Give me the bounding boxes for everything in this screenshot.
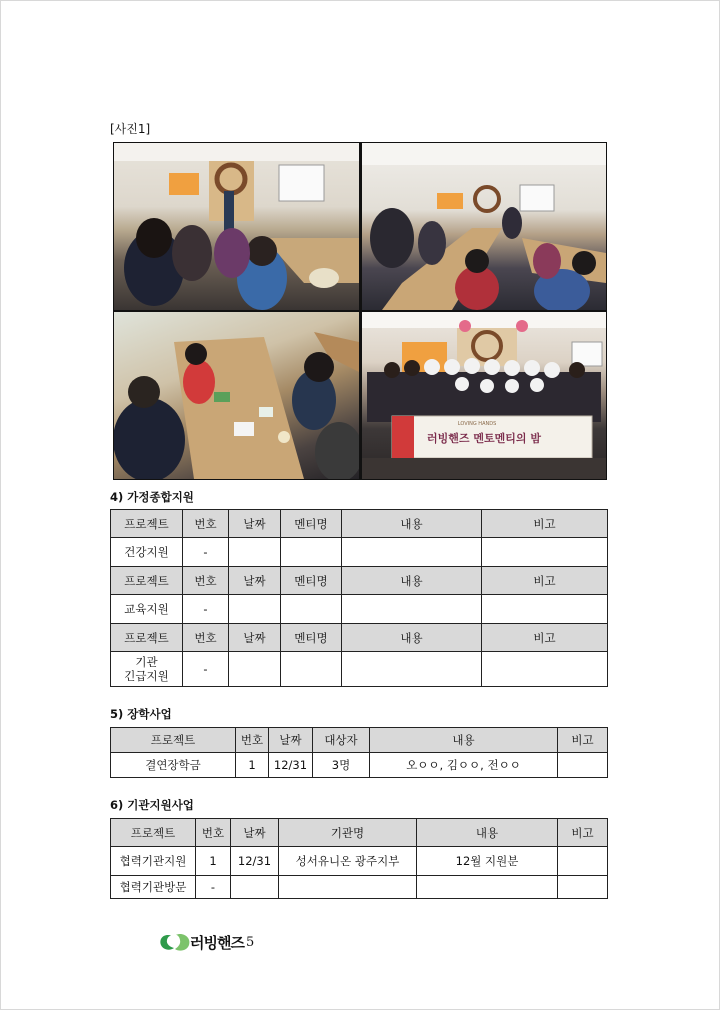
date-cell: 12/31 (231, 847, 279, 876)
note-cell (558, 847, 608, 876)
header-cell: 번호 (236, 728, 269, 753)
note-cell (558, 753, 608, 778)
date-cell (229, 595, 281, 624)
institution-cell (279, 876, 417, 899)
table-header-row (111, 567, 608, 595)
photo-grid (113, 142, 607, 480)
date-cell (231, 876, 279, 899)
project-cell: 교육지원 (111, 595, 183, 624)
table-header-row (111, 819, 608, 847)
number-cell: - (196, 876, 231, 899)
header-cell: 프로젝트 (111, 728, 236, 753)
table-row (111, 652, 608, 687)
header-cell: 비고 (482, 510, 608, 538)
header-cell: 멘티명 (281, 624, 342, 652)
content-cell: 오ㅇㅇ, 김ㅇㅇ, 전ㅇㅇ (370, 753, 558, 778)
photo-event-hall-1 (114, 143, 359, 310)
photo-table-activity (114, 312, 359, 479)
header-cell: 비고 (558, 819, 608, 847)
content-cell (417, 876, 558, 899)
family-support-table (110, 509, 608, 687)
mentee-cell (281, 652, 342, 687)
note-cell (482, 538, 608, 567)
header-cell: 내용 (342, 567, 482, 595)
header-cell: 날짜 (229, 624, 281, 652)
number-cell: - (183, 538, 229, 567)
header-cell: 내용 (417, 819, 558, 847)
number-cell: - (183, 652, 229, 687)
header-cell: 대상자 (313, 728, 370, 753)
table-header-row (111, 624, 608, 652)
header-cell: 번호 (183, 567, 229, 595)
header-cell: 프로젝트 (111, 567, 183, 595)
section-5-title: 5) 장학사업 (110, 707, 172, 721)
header-cell: 멘티명 (281, 510, 342, 538)
header-cell: 프로젝트 (111, 819, 196, 847)
project-cell: 기관 긴급지원 (111, 652, 183, 687)
page-number: 5 (246, 935, 255, 950)
banner-title: 러빙핸즈 멘토멘티의 밤 (427, 432, 541, 445)
table-header-row (111, 728, 608, 753)
institution-support-table (110, 818, 608, 899)
header-cell: 프로젝트 (111, 624, 183, 652)
project-cell: 결연장학금 (111, 753, 236, 778)
header-cell: 날짜 (229, 567, 281, 595)
section-6-title: 6) 기관지원사업 (110, 798, 194, 812)
project-cell: 건강지원 (111, 538, 183, 567)
content-cell (342, 595, 482, 624)
content-cell: 12월 지원분 (417, 847, 558, 876)
header-cell: 기관명 (279, 819, 417, 847)
note-cell (482, 595, 608, 624)
number-cell: 1 (236, 753, 269, 778)
header-cell: 프로젝트 (111, 510, 183, 538)
header-cell: 날짜 (229, 510, 281, 538)
header-cell: 비고 (558, 728, 608, 753)
header-cell: 비고 (482, 567, 608, 595)
scholarship-table (110, 727, 608, 778)
header-cell: 내용 (370, 728, 558, 753)
recipient-cell: 3명 (313, 753, 370, 778)
content-cell (342, 538, 482, 567)
content-cell (342, 652, 482, 687)
header-cell: 내용 (342, 624, 482, 652)
institution-cell: 성서유니온 광주지부 (279, 847, 417, 876)
table-row (111, 753, 608, 778)
header-cell: 내용 (342, 510, 482, 538)
header-cell: 멘티명 (281, 567, 342, 595)
header-cell: 번호 (196, 819, 231, 847)
date-cell (229, 652, 281, 687)
number-cell: 1 (196, 847, 231, 876)
photo-caption: [사진1] (110, 122, 151, 136)
table-row (111, 538, 608, 567)
mentee-cell (281, 595, 342, 624)
photo-group-banner (362, 312, 606, 479)
project-cell: 협력기관방문 (111, 876, 196, 899)
photo-event-hall-2 (362, 143, 606, 310)
date-cell (229, 538, 281, 567)
table-row (111, 595, 608, 624)
table-row (111, 876, 608, 899)
project-cell: 협력기관지원 (111, 847, 196, 876)
note-cell (558, 876, 608, 899)
footer-brand: 러빙핸즈 (190, 934, 244, 952)
table-row (111, 847, 608, 876)
mentee-cell (281, 538, 342, 567)
table-header-row (111, 510, 608, 538)
date-cell: 12/31 (269, 753, 313, 778)
header-cell: 날짜 (231, 819, 279, 847)
header-cell: 비고 (482, 624, 608, 652)
header-cell: 번호 (183, 624, 229, 652)
loving-hands-logo-icon (158, 931, 192, 953)
section-4-title: 4) 가정종합지원 (110, 490, 194, 504)
header-cell: 날짜 (269, 728, 313, 753)
note-cell (482, 652, 608, 687)
number-cell: - (183, 595, 229, 624)
banner-brand: LOVING HANDS (457, 421, 497, 427)
header-cell: 번호 (183, 510, 229, 538)
